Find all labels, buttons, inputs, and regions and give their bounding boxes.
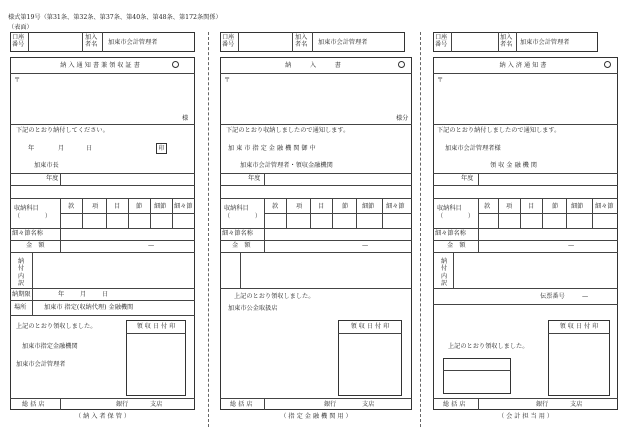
breakdown-label: 納付内訳 — [18, 258, 25, 288]
col-saisaisetsu: 細々節 — [595, 203, 614, 210]
store-handler: 加東市公金取扱店 — [228, 305, 278, 312]
receipt-stamp-box — [338, 320, 402, 396]
postal-mark: 〒 — [437, 77, 444, 84]
member-name: 加東市会計管理者 — [520, 39, 570, 46]
branch-word: 支店 — [570, 401, 583, 408]
received-text: 上記のとおり領収しました。 — [16, 323, 97, 330]
receipt-stamp-box — [548, 320, 610, 396]
panel-3-title: 納 入 済 通 知 書 — [499, 62, 547, 69]
kamoku-label: 収納科目 — [224, 205, 249, 212]
kamoku-label: 収納科目 — [14, 205, 39, 212]
col-moku: 目 — [114, 203, 121, 210]
col-kou: 項 — [92, 203, 99, 210]
place-value: 加東市 指定(収納代理) 金融機関 — [44, 304, 134, 311]
amount-label: 金 額 — [447, 242, 466, 249]
receiving-bank: 領 収 金 融 機 関 — [490, 162, 537, 169]
receipt-stamp-label: 領 収 日 付 印 — [136, 323, 176, 330]
panel-2-footer: （ 指 定 金 融 機 関 用 ） — [280, 413, 352, 420]
due-month: 月 — [80, 291, 87, 298]
panel-2-title: 納 入 書 — [285, 62, 341, 69]
panel-3-footer: （ 会 計 担 当 用 ） — [497, 413, 554, 420]
amount-label: 金 額 — [26, 242, 45, 249]
col-kan: 款 — [272, 203, 279, 210]
member-label: 加入 者名 — [500, 34, 513, 49]
kamoku-paren: （ ） — [224, 213, 262, 220]
member-name: 加東市会計管理者 — [108, 39, 158, 46]
amount-label: 金 額 — [232, 242, 251, 249]
to-accountant: 加東市会計管理者様 — [445, 145, 501, 152]
seal-box: 印 — [156, 143, 167, 154]
amount-dash: — — [362, 242, 369, 249]
cut-line-2 — [420, 32, 421, 427]
bank-word: 銀行 — [324, 401, 337, 408]
receipt-stamp-label: 領 収 日 付 印 — [350, 323, 390, 330]
receipt-stamp-label: 領 収 日 付 印 — [559, 323, 599, 330]
payment-notice: 下記のとおり納付してください。 — [16, 127, 109, 134]
receipt-stamp-box — [126, 320, 186, 396]
issuer-name: 加東市長 — [34, 162, 59, 169]
col-saisaisetsu: 細々節 — [174, 203, 193, 210]
breakdown-label: 納付内訳 — [441, 258, 448, 288]
member-name: 加東市会計管理者 — [318, 39, 368, 46]
kamoku-paren: （ ） — [437, 213, 475, 220]
bank-word: 銀行 — [536, 401, 549, 408]
col-kan: 款 — [484, 203, 491, 210]
nendo-label: 年度 — [46, 175, 59, 182]
stamp-circle-icon — [172, 61, 179, 68]
due-day: 日 — [102, 291, 109, 298]
due-year: 年 — [58, 291, 65, 298]
account-no-label: 口座 番号 — [435, 34, 448, 49]
nendo-label: 年度 — [248, 175, 261, 182]
sama-label: 様 — [182, 115, 189, 122]
received-text: 上記のとおり領収しました。 — [448, 343, 529, 350]
date-day: 日 — [86, 145, 93, 152]
col-saisetsu: 細節 — [362, 203, 375, 210]
col-moku: 目 — [318, 203, 325, 210]
col-saisaisetsu: 細々節 — [386, 203, 405, 210]
postal-mark: 〒 — [224, 77, 231, 84]
panel-1-title: 納 入 通 知 書 兼 領 収 証 書 — [60, 62, 140, 69]
col-saisetsu: 細節 — [154, 203, 167, 210]
account-no-label: 口座 番号 — [222, 34, 235, 49]
date-year: 年 — [28, 145, 35, 152]
col-moku: 目 — [528, 203, 535, 210]
account-no-label: 口座 番号 — [12, 34, 25, 49]
saisai-name-label: 細々節名称 — [12, 230, 43, 237]
col-setsu: 節 — [552, 203, 559, 210]
sama-label: 様分 — [396, 115, 409, 122]
from-label: 加東市会計管理者・領収金融機関 — [240, 162, 333, 169]
date-month: 月 — [58, 145, 65, 152]
saisai-name-label: 細々節名称 — [222, 230, 253, 237]
due-label: 納期限 — [12, 291, 31, 298]
stamp-circle-icon — [604, 61, 611, 68]
received-text: 上記のとおり領収しました。 — [234, 293, 315, 300]
stamp-circle-icon — [398, 61, 405, 68]
kamoku-paren: （ ） — [14, 213, 52, 220]
slip-label: 伝票番号 — [540, 293, 565, 300]
cut-line-1 — [208, 32, 209, 427]
bank-word: 銀行 — [116, 401, 129, 408]
member-label: 加入 者名 — [295, 34, 308, 49]
col-setsu: 節 — [136, 203, 143, 210]
kamoku-label: 収納科目 — [437, 205, 462, 212]
collection-notice: 下記のとおり収納しましたので通知します。 — [226, 127, 350, 134]
amount-dash: — — [568, 242, 575, 249]
col-setsu: 節 — [342, 203, 349, 210]
place-label: 場所 — [14, 304, 27, 311]
inner-box — [443, 358, 511, 394]
store-label: 総 括 店 — [22, 401, 45, 408]
form-number-line: 様式第19号（第31条、第32条、第37条、第40条、第48条、第172条関係） — [8, 14, 222, 21]
col-kan: 款 — [68, 203, 75, 210]
nendo-label: 年度 — [461, 175, 474, 182]
branch-word: 支店 — [362, 401, 375, 408]
panel-1-footer: （ 納 入 者 保 管 ） — [74, 413, 131, 420]
saisai-name-label: 細々節名称 — [435, 230, 466, 237]
paid-notice: 下記のとおり納付しましたので通知します。 — [437, 127, 561, 134]
accountant: 加東市会計管理者 — [16, 361, 66, 368]
postal-mark: 〒 — [14, 77, 21, 84]
member-label: 加入 者名 — [85, 34, 98, 49]
to-bank: 加 東 市 指 定 金 融 機 関 御 中 — [228, 145, 316, 152]
slip-dash: — — [582, 293, 589, 300]
store-label: 総 括 店 — [230, 401, 253, 408]
store-label: 総 括 店 — [443, 401, 466, 408]
amount-dash: — — [148, 242, 155, 249]
branch-word: 支店 — [150, 401, 163, 408]
col-kou: 項 — [506, 203, 513, 210]
col-saisetsu: 細節 — [571, 203, 584, 210]
col-kou: 項 — [296, 203, 303, 210]
designated-bank: 加東市指定金融機関 — [22, 343, 78, 350]
form-side-label: （表面） — [8, 24, 33, 31]
